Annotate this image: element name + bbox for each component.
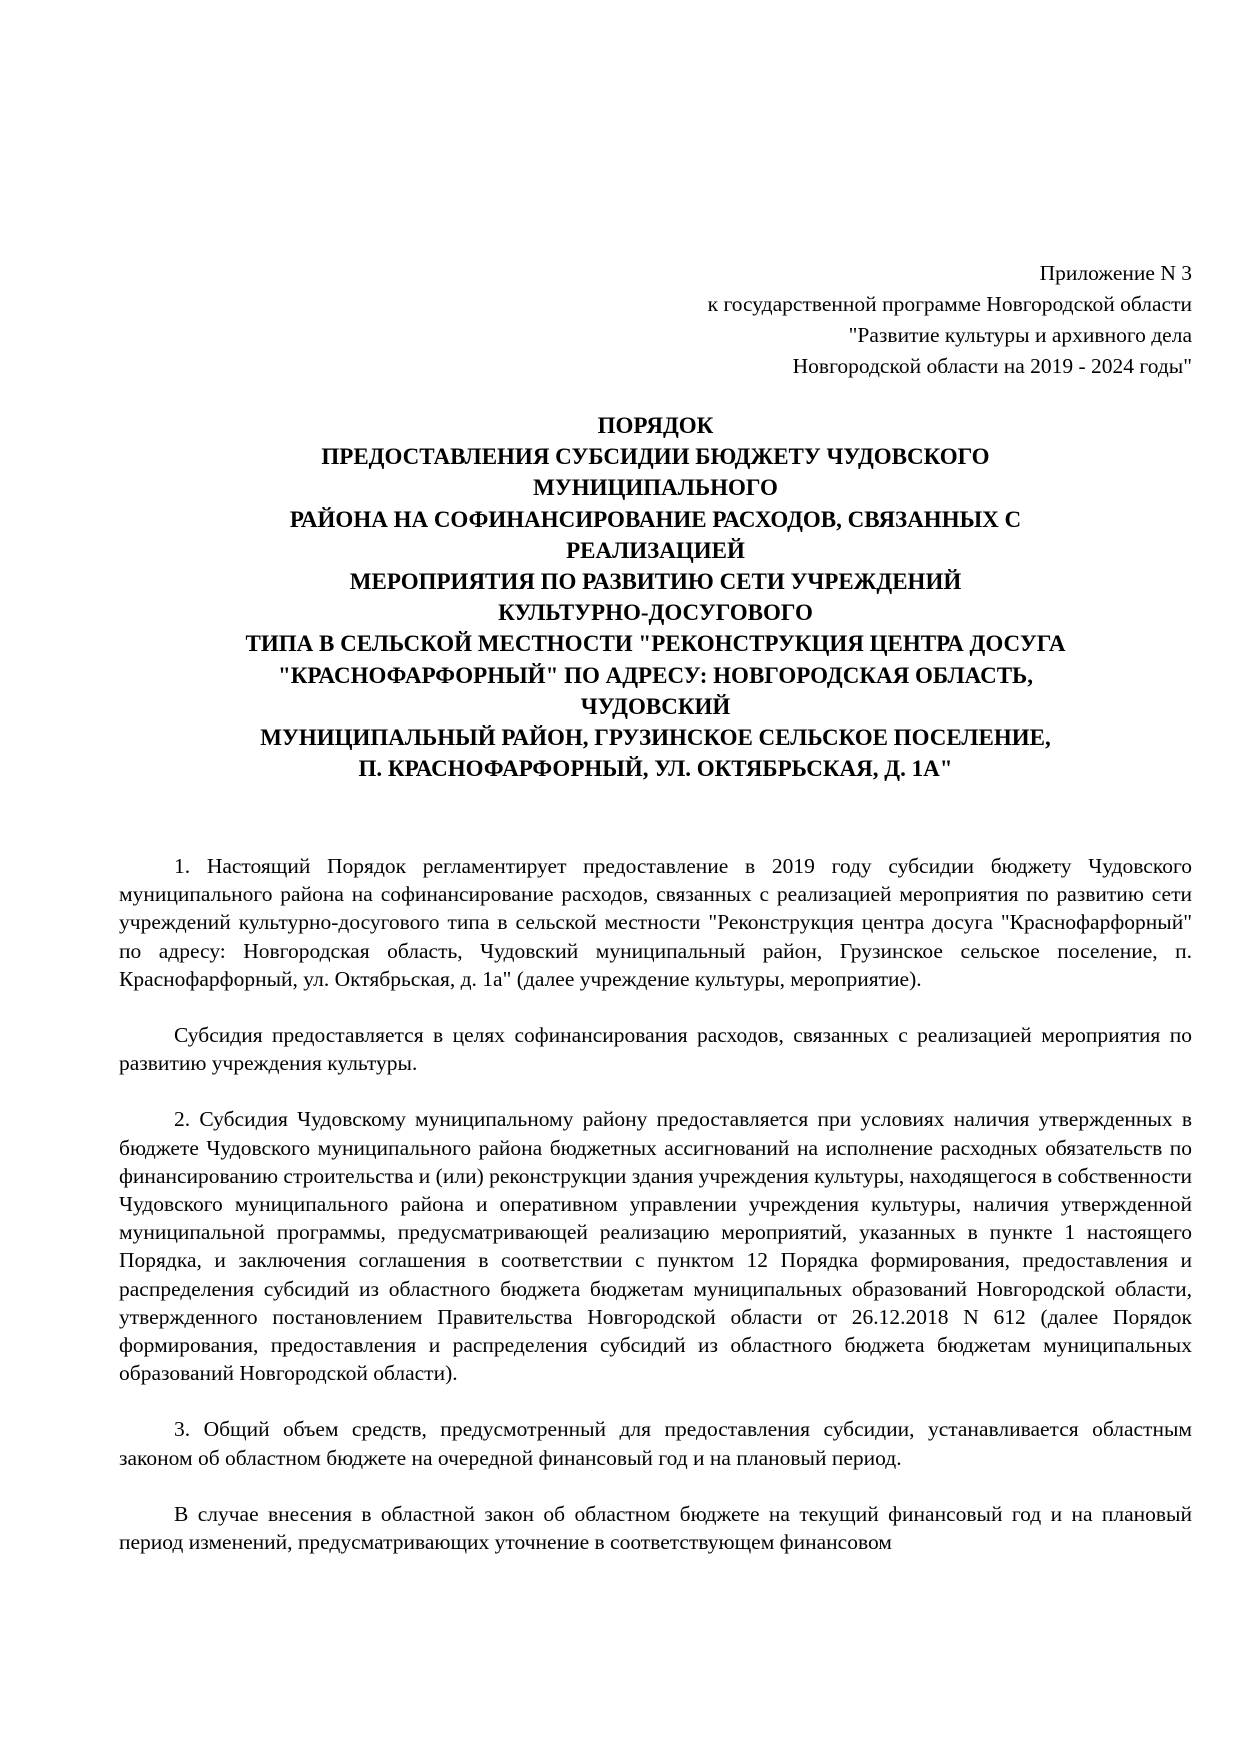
title-line: РЕАЛИЗАЦИЕЙ	[566, 537, 745, 563]
header-line: к государственной программе Новгородской области	[707, 292, 1192, 316]
header-line: "Развитие культуры и архивного дела	[848, 323, 1192, 347]
paragraph: В случае внесения в областной закон об областном бюджете на текущий финансовый год и на плановый период изменений, предусматривающих уточнение в соответствующем финансовом	[119, 1501, 1192, 1555]
title-line: П. КРАСНОФАРФОРНЫЙ, УЛ. ОКТЯБРЬСКАЯ, Д. 1А"	[358, 756, 953, 782]
header-line: Новгородской области на 2019 - 2024 годы"	[792, 354, 1192, 378]
title-line: ТИПА В СЕЛЬСКОЙ МЕСТНОСТИ "РЕКОНСТРУКЦИЯ ЦЕНТРА ДОСУГА	[245, 631, 1066, 657]
document-body	[119, 852, 1192, 1584]
title-line: МУНИЦИПАЛЬНЫЙ РАЙОН, ГРУЗИНСКОЕ СЕЛЬСКОЕ ПОСЕЛЕНИЕ,	[260, 725, 1051, 751]
paragraph: 3. Общий объем средств, предусмотренный для предоставления субсидии, устанавливается областным законом об областном бюджете на очередной финансовый год и на плановый период.	[119, 1417, 1192, 1470]
title-line: "КРАСНОФАРФОРНЫЙ" ПО АДРЕСУ: НОВГОРОДСКАЯ ОБЛАСТЬ,	[277, 662, 1034, 688]
title-line: КУЛЬТУРНО-ДОСУГОВОГО	[498, 600, 813, 626]
title-line: МУНИЦИПАЛЬНОГО	[533, 475, 778, 501]
paragraph: 1. Настоящий Порядок регламентирует предоставление в 2019 году субсидии бюджету Чудовского муниципального района на софинансирование расходов, связанных с реализацией мероприятия по развитию сети учреждений культурно-досугового типа в сельской местности "Реконструкция центра досуга "Краснофарфорный" по адресу: Новгородская область, Чудовский муниципальный район, Грузинское сельское поселение, п. Краснофарфорный, ул. Октябрьская, д. 1а" (далее учреждение культуры, мероприятие).	[119, 854, 1192, 991]
title-line: ПРЕДОСТАВЛЕНИЯ СУБСИДИИ БЮДЖЕТУ ЧУДОВСКОГО	[321, 444, 990, 470]
header-line: Приложение N 3	[1039, 261, 1192, 285]
document-title	[119, 410, 1192, 784]
title-line: ЧУДОВСКИЙ	[580, 693, 731, 719]
title-line: МЕРОПРИЯТИЯ ПО РАЗВИТИЮ СЕТИ УЧРЕЖДЕНИЙ	[349, 569, 962, 595]
paragraph: 2. Субсидия Чудовскому муниципальному району предоставляется при условиях наличия утвержденных в бюджете Чудовского муниципального района бюджетных ассигнований на исполнение расходных обязательств по финансированию строительства и (или) реконструкции здания учреждения культуры, находящегося в собственности Чудовского муниципального района и оперативном управлении учреждения культуры, наличия утвержденной муниципальной программы, предусматривающей реализацию мероприятий, указанных в пункте 1 настоящего Порядка, и заключения соглашения в соответствии с пунктом 12 Порядка формирования, предоставления и распределения субсидий из областного бюджета бюджетам муниципальных образований Новгородской области, утвержденного постановлением Правительства Новгородской области от 26.12.2018 N 612 (далее Порядок формирования, предоставления и распределения субсидий из областного бюджета бюджетам муниципальных образований Новгородской области).	[119, 1107, 1192, 1386]
document-header	[708, 258, 1192, 382]
title-line: РАЙОНА НА СОФИНАНСИРОВАНИЕ РАСХОДОВ, СВЯЗАННЫХ С	[289, 506, 1022, 532]
paragraph: Субсидия предоставляется в целях софинансирования расходов, связанных с реализацией мероприятия по развитию учреждения культуры.	[119, 1023, 1192, 1076]
title-line: ПОРЯДОК	[597, 413, 714, 438]
